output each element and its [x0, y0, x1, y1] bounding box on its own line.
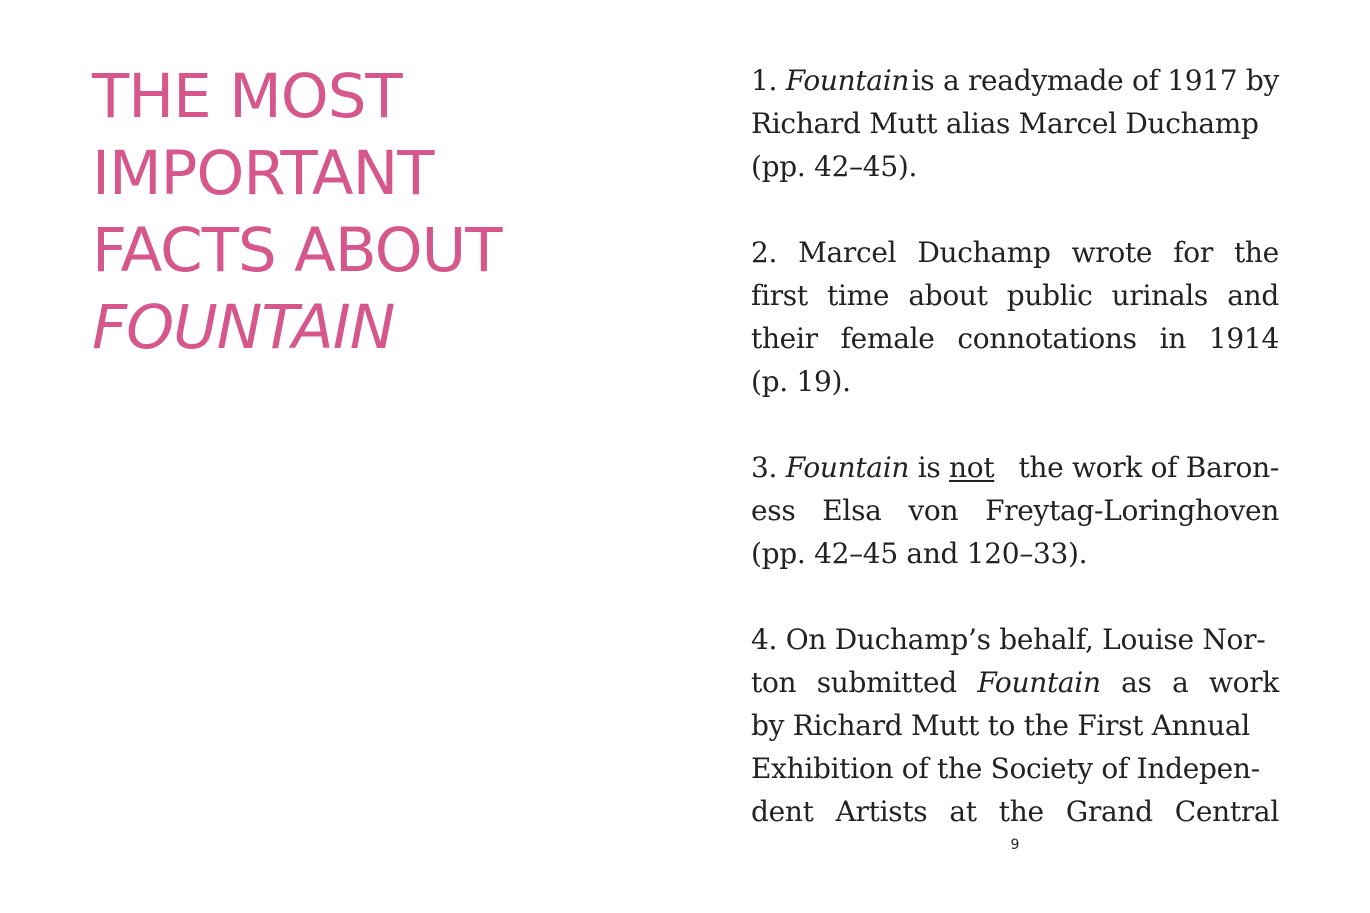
word: about	[908, 279, 988, 312]
text-line	[751, 790, 1279, 833]
word: public	[1006, 279, 1093, 312]
word: von	[908, 494, 959, 527]
word: for	[1173, 236, 1213, 269]
fact-number: 1.	[751, 64, 778, 97]
title-line: THE MOST	[92, 61, 402, 132]
line-start	[751, 59, 909, 102]
word: as	[1121, 666, 1152, 699]
word: wrote	[1071, 236, 1153, 269]
text-line	[751, 59, 1279, 102]
line-start	[751, 446, 994, 489]
title-line-italic: FOUNTAIN	[92, 292, 395, 363]
word: Central	[1174, 795, 1279, 828]
word: time	[827, 279, 890, 312]
word: at	[949, 795, 977, 828]
word: work	[1208, 666, 1279, 699]
fact-item	[751, 446, 1279, 575]
fact-item	[751, 59, 1279, 188]
artwork-title: Fountain	[785, 64, 910, 97]
page-title	[92, 58, 502, 366]
word: Elsa	[822, 494, 882, 527]
text-line: Richard Mutt alias Marcel Duchamp	[751, 107, 1259, 140]
word: submitted	[816, 666, 957, 699]
word: their	[751, 322, 818, 355]
word: and	[1227, 279, 1279, 312]
word: urinals	[1111, 279, 1208, 312]
text-line	[751, 274, 1279, 317]
word: female	[840, 322, 935, 355]
text-line: by Richard Mutt to the First Annual	[751, 709, 1250, 742]
word: Artists	[835, 795, 928, 828]
text-line: 4. On Duchamp’s behalf, Louise Nor-	[751, 623, 1266, 656]
text-line: (pp. 42–45).	[751, 150, 918, 183]
word: 2.	[751, 236, 778, 269]
text-line	[751, 489, 1279, 532]
text-line	[751, 661, 1279, 704]
word: dent	[751, 795, 814, 828]
word: the	[998, 795, 1044, 828]
text-line: (pp. 42–45 and 120–33).	[751, 537, 1088, 570]
line-text: is a readymade of 1917 by	[911, 64, 1279, 97]
text-line	[751, 446, 1279, 489]
emphasis-underline: not	[949, 451, 995, 484]
text-line	[751, 317, 1279, 360]
word: 1914	[1208, 322, 1279, 355]
title-line: IMPORTANT	[92, 138, 434, 209]
word: ess	[751, 494, 796, 527]
artwork-title: Fountain	[977, 666, 1101, 699]
title-line: FACTS ABOUT	[92, 215, 502, 286]
text-line: Exhibition of the Society of Indepen-	[751, 752, 1260, 785]
word: Freytag-Loringhoven	[985, 494, 1279, 527]
word: the	[1233, 236, 1279, 269]
word: ton	[751, 666, 797, 699]
artwork-title: Fountain	[785, 451, 910, 484]
fact-number: 3.	[751, 451, 778, 484]
fact-item	[751, 231, 1279, 403]
word: a	[1172, 666, 1189, 699]
word: first	[751, 279, 808, 312]
word: in	[1159, 322, 1186, 355]
fact-item	[751, 618, 1279, 833]
word: is	[917, 451, 941, 484]
facts-list	[751, 59, 1279, 876]
word: connotations	[957, 322, 1137, 355]
text-line: (p. 19).	[751, 365, 851, 398]
word: Duchamp	[917, 236, 1051, 269]
line-text: the work of Baron-	[1018, 451, 1279, 484]
page-number: 9	[1010, 837, 1020, 853]
text-line	[751, 231, 1279, 274]
word: Marcel	[798, 236, 897, 269]
word: Grand	[1065, 795, 1153, 828]
